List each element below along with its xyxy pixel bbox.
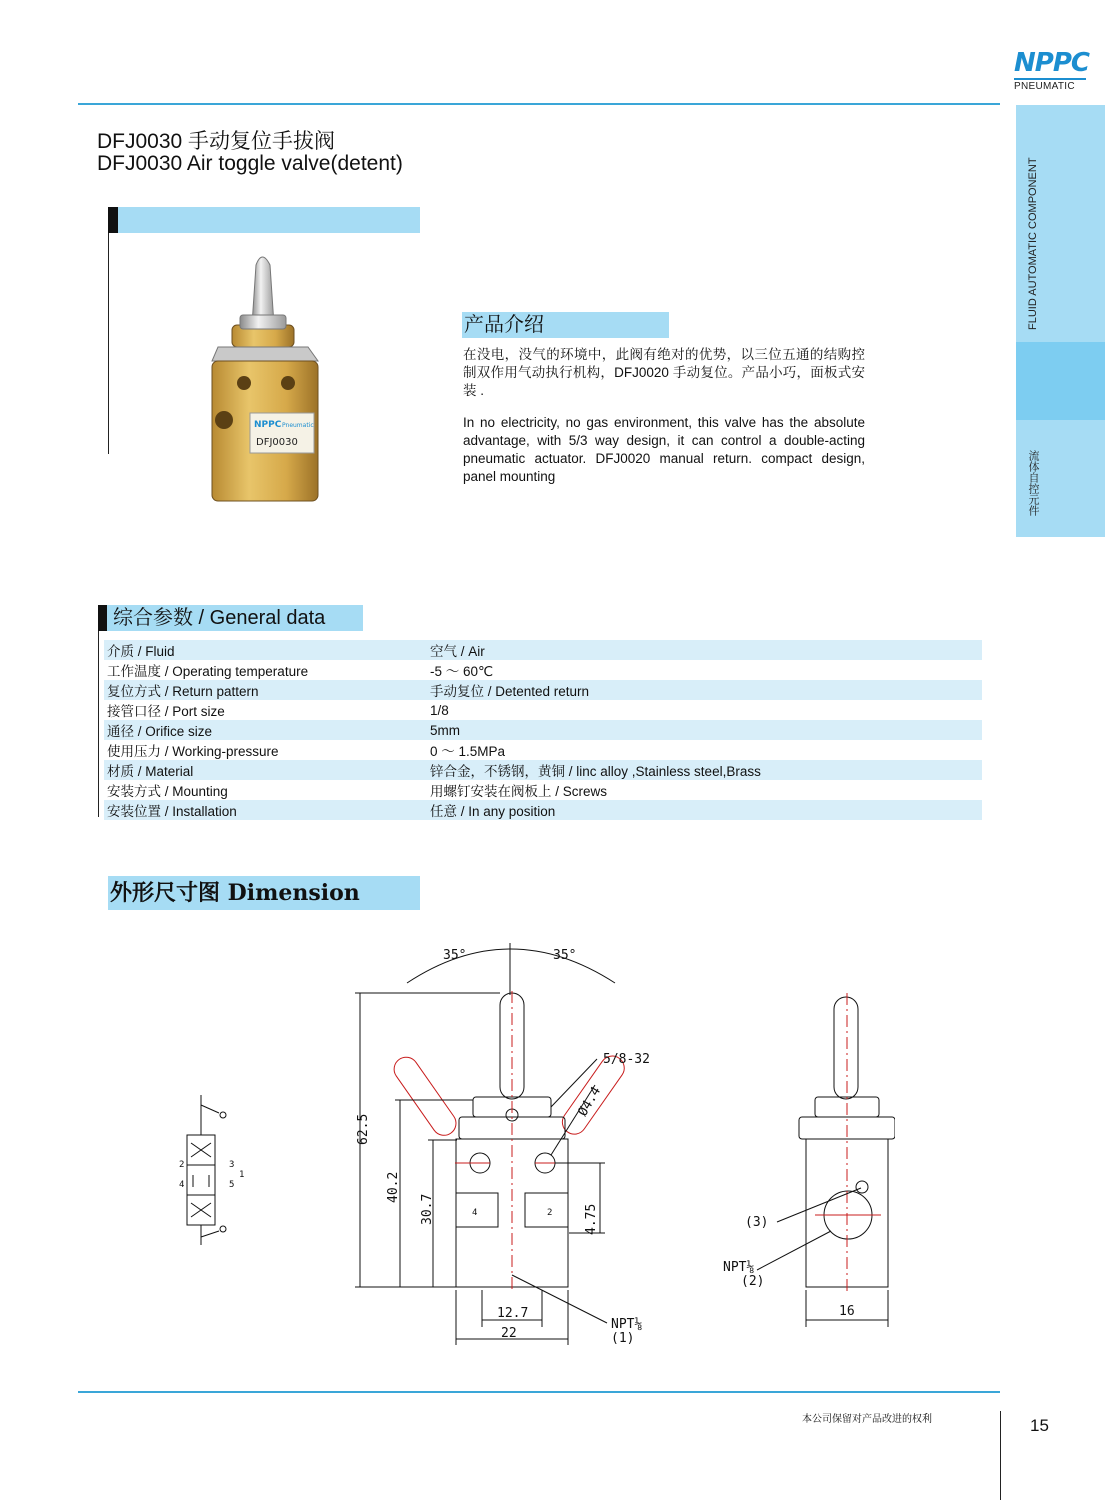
- port3-label: (3): [745, 1215, 769, 1230]
- param-value: 1/8: [430, 702, 449, 718]
- general-heading: 综合参数 / General data: [113, 607, 326, 629]
- side-band-mid: [1016, 342, 1105, 420]
- footer-note: 本公司保留对产品改进的权利: [802, 1414, 932, 1425]
- dim-hole: Ø4.4: [575, 1084, 605, 1119]
- table-row: [104, 720, 982, 740]
- npt2-port: (2): [741, 1274, 765, 1289]
- table-row: [104, 760, 982, 780]
- param-name: 材质 / Material: [104, 760, 427, 780]
- general-rule: [98, 605, 99, 817]
- symbol-port-1: 1: [239, 1170, 245, 1180]
- general-data-table: [104, 640, 982, 820]
- dim-body-height: 40.2: [386, 1171, 401, 1203]
- npt2-label: NPT⅛: [723, 1260, 755, 1275]
- param-name: 接管口径 / Port size: [107, 704, 225, 719]
- side-view: [723, 993, 895, 1327]
- photo-label-brand: NPPC: [254, 420, 282, 430]
- page-title-en: DFJ0030 Air toggle valve(detent): [97, 152, 403, 175]
- symbol-port-4: 4: [179, 1180, 185, 1190]
- dim-total-height: 62.5: [356, 1113, 371, 1145]
- photo-rule: [108, 207, 109, 454]
- photo-label-sub: Pneumatic: [282, 422, 314, 429]
- footer-rule: [78, 1391, 1000, 1393]
- front-view: [355, 943, 650, 1346]
- dim-port-height: 4.75: [584, 1203, 599, 1235]
- table-row: [104, 680, 982, 700]
- product-photo: [200, 245, 360, 505]
- param-value: 任意 / In any position: [427, 800, 982, 820]
- table-row: [104, 700, 982, 720]
- symbol-port-3: 3: [229, 1160, 235, 1170]
- dim-outer-width: 22: [501, 1326, 517, 1341]
- logo-rule: [1014, 78, 1086, 80]
- dim-thread: 5/8-32: [603, 1052, 650, 1067]
- param-name: 复位方式 / Return pattern: [104, 680, 427, 700]
- valve-symbol: [179, 1095, 244, 1245]
- param-name: 介质 / Fluid: [104, 640, 427, 660]
- table-row: [104, 640, 982, 660]
- param-value: 空气 / Air: [427, 640, 982, 660]
- symbol-port-2: 2: [179, 1160, 185, 1170]
- symbol-port-5: 5: [229, 1180, 235, 1190]
- logo-sub: PNEUMATIC: [1014, 81, 1075, 92]
- dimension-drawing: [175, 935, 895, 1355]
- param-name: 安装方式 / Mounting: [107, 784, 228, 799]
- page-number: 15: [1030, 1416, 1049, 1435]
- photo-header-bar: [108, 207, 420, 233]
- param-name: 安装位置 / Installation: [104, 800, 427, 820]
- photo-header-marker: [108, 207, 118, 233]
- param-name: 通径 / Orifice size: [104, 720, 427, 740]
- angle-left-label: 35°: [443, 948, 467, 963]
- param-value: 手动复位 / Detented return: [427, 680, 982, 700]
- brand-logo: [1014, 48, 1089, 92]
- dimension-heading: 外形尺寸图 Dimension: [108, 876, 420, 910]
- logo-mark: NPPC: [1014, 48, 1089, 78]
- intro-heading: 产品介绍: [462, 312, 669, 338]
- dim-block-height: 30.7: [420, 1193, 435, 1225]
- footer-divider: [1000, 1411, 1001, 1500]
- table-row: [104, 740, 982, 760]
- dim-inner-width: 12.7: [497, 1306, 529, 1321]
- body-port-4: 4: [472, 1208, 478, 1218]
- param-value: 0 ～ 1.5MPa: [430, 744, 506, 759]
- param-value: 5mm: [427, 720, 982, 740]
- table-row: [104, 660, 982, 680]
- dim-side-width: 16: [839, 1304, 855, 1319]
- page-title-cn: DFJ0030 手动复位手拔阀: [97, 130, 336, 153]
- param-name: 使用压力 / Working-pressure: [107, 744, 279, 759]
- angle-right-label: 35°: [553, 948, 577, 963]
- param-value: -5 ～ 60℃: [430, 664, 494, 679]
- npt1-port: (1): [611, 1331, 635, 1346]
- intro-text-cn: 在没电，没气的环境中，此阀有绝对的优势，以三位五通的结购控制双作用气动执行机构，DFJ0020 手动复位。产品小巧，面板式安装 .: [463, 347, 865, 398]
- param-value: 用螺钉安装在阀板上 / Screws: [430, 784, 608, 799]
- general-heading-marker: [98, 605, 107, 631]
- table-row: [104, 780, 982, 800]
- side-label-en-text: FLUID AUTOMATIC COMPONENT: [1027, 157, 1039, 330]
- table-row: [104, 800, 982, 820]
- header-rule: [78, 103, 1000, 105]
- param-name: 工作温度 / Operating temperature: [107, 664, 309, 679]
- photo-label-model: DFJ0030: [256, 437, 298, 448]
- param-value: 锌合金，不锈钢，黄铜 / linc alloy ,Stainless steel,Brass: [427, 760, 982, 780]
- side-label-en: [1027, 150, 1041, 330]
- npt1-label: NPT⅛: [611, 1317, 643, 1332]
- intro-text-en: In no electricity, no gas environment, this valve has the absolute advantage, with 5/3 way design, it can control a double-acting pneumatic actuator. DFJ0020 manual return. compact design, panel mounting: [463, 415, 865, 484]
- side-label-cn: 流体自控元件: [1027, 450, 1039, 516]
- body-port-2: 2: [547, 1208, 553, 1218]
